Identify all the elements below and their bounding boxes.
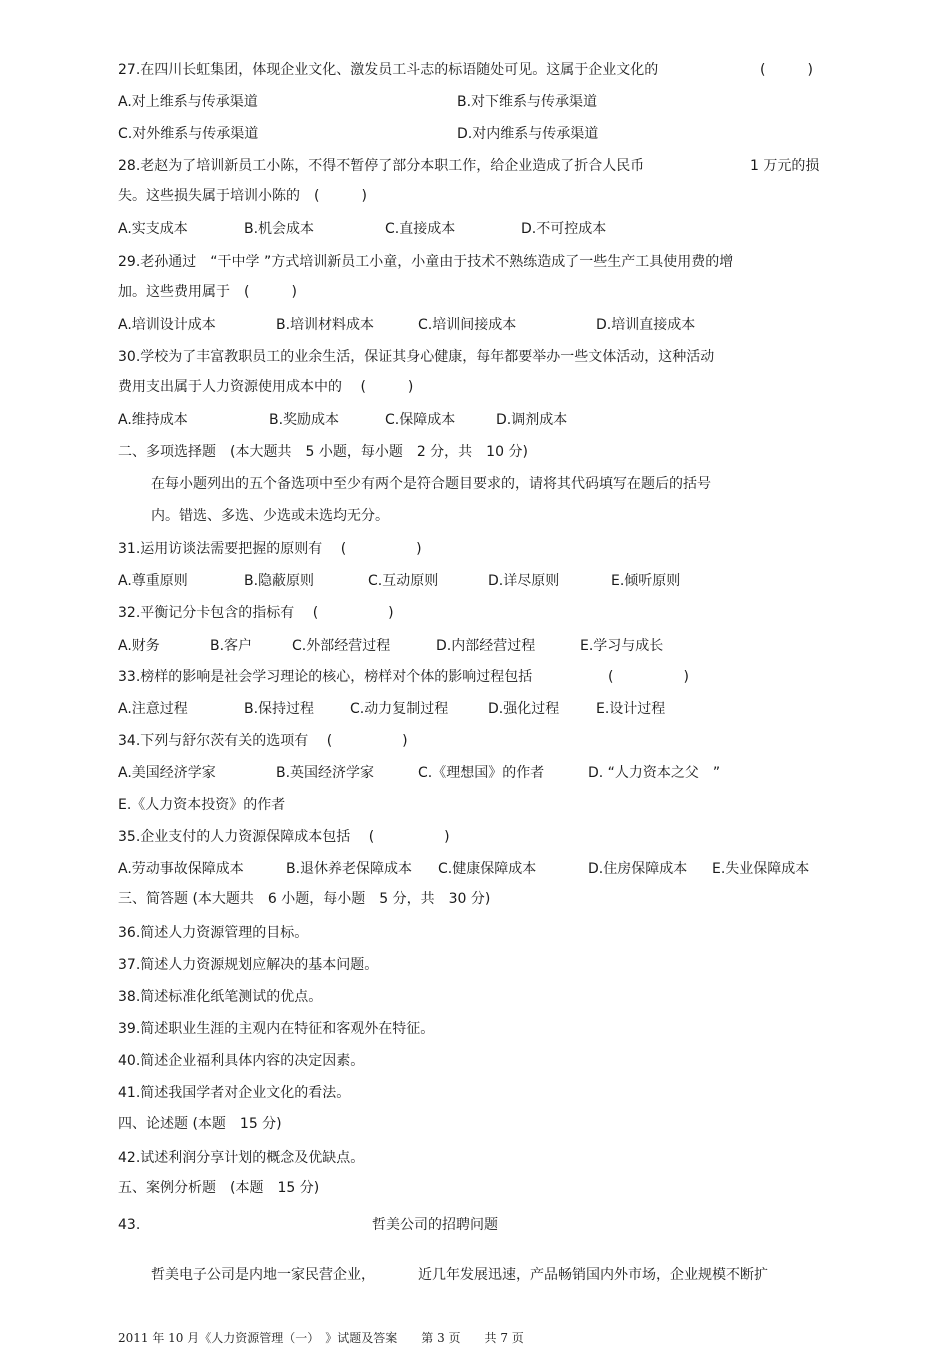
q27-option-a: A.对上维系与传承渠道 xyxy=(118,94,258,110)
q33-option-b: B.保持过程 xyxy=(244,701,315,717)
q31-option-b: B.隐蔽原则 xyxy=(244,573,315,589)
q28-stem-line1-tail: 1 万元的损 xyxy=(750,158,820,174)
q31-option-a: A.尊重原则 xyxy=(118,573,188,589)
q28-stem-line2: 失。这些损失属于培训小陈的 ( ) xyxy=(118,188,367,204)
q34-option-a: A.美国经济学家 xyxy=(118,765,216,781)
q27-answer-parenthesis: ( ) xyxy=(760,62,813,78)
q34-option-e: E.《人力资本投资》的作者 xyxy=(118,797,286,813)
q38-question: 38.简述标准化纸笔测试的优点。 xyxy=(118,989,323,1005)
q30-stem-line2: 费用支出属于人力资源使用成本中的 ( ) xyxy=(118,379,414,395)
q29-option-b: B.培训材料成本 xyxy=(276,317,375,333)
section5-heading: 五、案例分析题 (本题 15 分) xyxy=(118,1180,320,1196)
q30-option-c: C.保障成本 xyxy=(385,412,456,428)
q32-option-c: C.外部经营过程 xyxy=(292,638,391,654)
q32-option-e: E.学习与成长 xyxy=(580,638,664,654)
section3-heading: 三、简答题 (本大题共 6 小题，每小题 5 分，共 30 分) xyxy=(118,891,491,907)
q29-option-d: D.培训直接成本 xyxy=(596,317,696,333)
q28-option-b: B.机会成本 xyxy=(244,221,315,237)
q35-option-c: C.健康保障成本 xyxy=(438,861,537,877)
q30-option-b: B.奖励成本 xyxy=(269,412,340,428)
q33-option-e: E.设计过程 xyxy=(596,701,666,717)
case-paragraph-continued: 近几年发展迅速，产品畅销国内外市场，企业规模不断扩 xyxy=(418,1267,768,1283)
q32-option-d: D.内部经营过程 xyxy=(436,638,536,654)
q28-stem-line1: 28.老赵为了培训新员工小陈，不得不暂停了部分本职工作，给企业造成了折合人民币 xyxy=(118,158,645,174)
q37-question: 37.简述人力资源规划应解决的基本问题。 xyxy=(118,957,379,973)
q27-option-b: B.对下维系与传承渠道 xyxy=(457,94,598,110)
q42-question: 42.试述利润分享计划的概念及优缺点。 xyxy=(118,1150,365,1166)
q30-stem-line1: 30.学校为了丰富教职员工的业余生活，保证其身心健康，每年都要举办一些文体活动，这种活动 xyxy=(118,349,715,365)
q29-option-c: C.培训间接成本 xyxy=(418,317,517,333)
section2-heading: 二、多项选择题 (本大题共 5 小题，每小题 2 分，共 10 分) xyxy=(118,444,528,460)
q27-option-d: D.对内维系与传承渠道 xyxy=(457,126,599,142)
q36-question: 36.简述人力资源管理的目标。 xyxy=(118,925,309,941)
q35-option-d: D.住房保障成本 xyxy=(588,861,688,877)
q30-option-d: D.调剂成本 xyxy=(496,412,568,428)
q32-option-a: A.财务 xyxy=(118,638,160,654)
q31-option-d: D.详尽原则 xyxy=(488,573,560,589)
q32-option-b: B.客户 xyxy=(210,638,253,654)
q30-option-a: A.维持成本 xyxy=(118,412,188,428)
q29-stem-line1: 29.老孙通过 “干中学 ”方式培训新员工小童，小童由于技术不熟练造成了一些生产工具使用费的增 xyxy=(118,254,734,270)
page-footer: 2011 年 10 月《人力资源管理（一） 》试题及答案 第 3 页 共 7 页 xyxy=(118,1331,524,1345)
q34-option-c: C.《理想国》的作者 xyxy=(418,765,545,781)
q34-option-b: B.英国经济学家 xyxy=(276,765,375,781)
section2-instructions-line2: 内。错选、多选、少选或未选均无分。 xyxy=(151,508,389,524)
q34-option-d: D. “人力资本之父 ” xyxy=(588,765,721,781)
q31-option-e: E.倾听原则 xyxy=(611,573,681,589)
case-paragraph-start: 哲美电子公司是内地一家民营企业， xyxy=(151,1267,375,1283)
q41-question: 41.简述我国学者对企业文化的看法。 xyxy=(118,1085,351,1101)
q32-stem: 32.平衡记分卡包含的指标有 ( ) xyxy=(118,605,394,621)
q29-stem-line2: 加。这些费用属于 ( ) xyxy=(118,284,297,300)
q28-option-c: C.直接成本 xyxy=(385,221,456,237)
q39-question: 39.简述职业生涯的主观内在特征和客观外在特征。 xyxy=(118,1021,435,1037)
q35-stem: 35.企业支付的人力资源保障成本包括 ( ) xyxy=(118,829,450,845)
q28-option-a: A.实支成本 xyxy=(118,221,188,237)
q35-option-b: B.退休养老保障成本 xyxy=(286,861,413,877)
q29-option-a: A.培训设计成本 xyxy=(118,317,216,333)
section2-instructions-line1: 在每小题列出的五个备选项中至少有两个是符合题目要求的，请将其代码填写在题后的括号 xyxy=(151,476,711,492)
q28-option-d: D.不可控成本 xyxy=(521,221,607,237)
q33-stem: 33.榜样的影响是社会学习理论的核心，榜样对个体的影响过程包括 xyxy=(118,669,533,685)
section4-heading: 四、论述题 (本题 15 分) xyxy=(118,1116,282,1132)
q31-stem: 31.运用访谈法需要把握的原则有 ( ) xyxy=(118,541,422,557)
q33-option-d: D.强化过程 xyxy=(488,701,560,717)
q33-option-a: A.注意过程 xyxy=(118,701,188,717)
q34-stem: 34.下列与舒尔茨有关的选项有 ( ) xyxy=(118,733,408,749)
q27-stem: 27.在四川长虹集团，体现企业文化、激发员工斗志的标语随处可见。这属于企业文化的 xyxy=(118,62,659,78)
q33-option-c: C.动力复制过程 xyxy=(350,701,449,717)
q33-answer-parenthesis: ( ) xyxy=(608,669,689,685)
q35-option-a: A.劳动事故保障成本 xyxy=(118,861,244,877)
q43-case-title: 哲美公司的招聘问题 xyxy=(372,1217,498,1233)
q27-option-c: C.对外维系与传承渠道 xyxy=(118,126,259,142)
q35-option-e: E.失业保障成本 xyxy=(712,861,810,877)
q31-option-c: C.互动原则 xyxy=(368,573,439,589)
q40-question: 40.简述企业福利具体内容的决定因素。 xyxy=(118,1053,365,1069)
q43-number: 43. xyxy=(118,1217,141,1233)
